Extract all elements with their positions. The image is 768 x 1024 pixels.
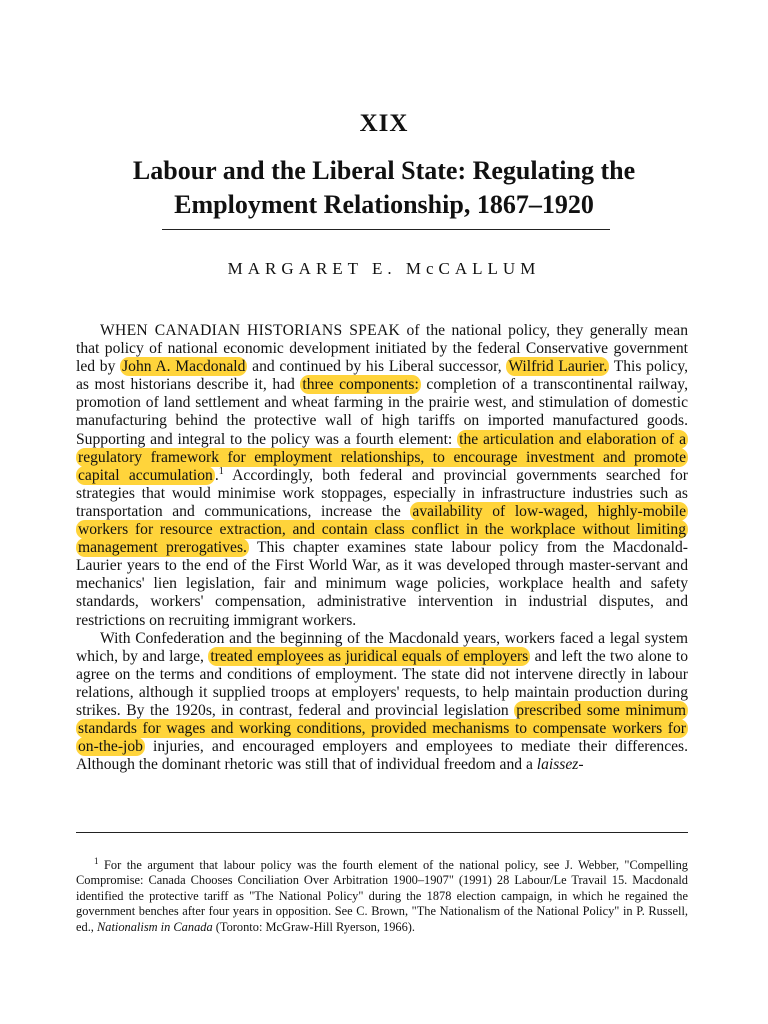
author-name: MARGARET E. McCALLUM <box>227 259 541 278</box>
footnote-reference[interactable]: 1 <box>218 465 224 477</box>
chapter-title: Labour and the Liberal State: Regulating the Employment Relationship, 1867–1920 <box>132 156 636 219</box>
text-run: and continued by his Liberal successor, <box>247 358 507 376</box>
text-run: This policy, as most historians describe it, had <box>76 358 689 394</box>
lead-in: WHEN CANADIAN HISTORIANS SPEAK <box>100 322 401 339</box>
text-run: and left the two alone to agree on the terms and conditions of employment. The state did not intervene directly in labour relations, although it supplied troops at employers' requests, to help maintain production during strikes. By the 1920s, in contrast, federal and provincial legislation <box>76 647 689 719</box>
text-run: completion of a transcontinental railway, promotion of land settlement and wheat farming in the prairie west, and stimulation of domestic manufacturing behind the protective wall of high tariffs on imported manufactured goods. Supporting and integral to the policy was a fourth element: <box>76 376 688 448</box>
text-run: . <box>214 466 219 484</box>
footnote <box>76 855 688 935</box>
highlight-regulatory-framework: the articulation and elaboration of a regulatory framework for employment relationships, to encourage investment and promote capital accumulation <box>78 430 686 484</box>
footnote-text: For the argument that labour policy was the fourth element of the national policy, see J. Webber, "Compelling Compromise: Canada Chooses Conciliation Over Arbitration 1900–1907" (1991) 28 Labour/Le Travail 15. Macdonald identified the protective tariff as "The National Policy" during the 1878 election campaign, in which he regained the government benches after four years in opposition. See C. Brown, "The Nationalism of the National Policy" in P. Russell, ed., <box>76 858 688 934</box>
footnote-number: 1 <box>94 855 99 866</box>
chapter-number: XIX <box>359 110 409 137</box>
text-run: Accordingly, both federal and provincial governments searched for strategies that would minimise work stoppages, especially in infrastructure industries such as transportation and communications, increase the <box>76 466 688 520</box>
text-run: With Confederation and the beginning of the Macdonald years, workers faced a legal system which, by and large, <box>76 629 688 665</box>
highlight-macdonald: John A. Macdonald <box>122 358 246 376</box>
italic-term: laissez- <box>536 756 584 774</box>
highlight-three-components: three components: <box>302 376 419 394</box>
highlight-laurier: Wilfrid Laurier. <box>508 358 608 376</box>
text-run: This chapter examines state labour policy from the Macdonald-Laurier years to the end of the First World War, as it was developed through master-servant and mechanics' lien legislation, fair and minimum wage policies, workplace health and safety standards, workers' compensation, administrative intervention in industrial disputes, and restrictions on recruiting immigrant workers. <box>76 539 688 629</box>
highlight-juridical-equals: treated employees as juridical equals of employers <box>210 647 529 665</box>
paragraph-2 <box>76 630 688 775</box>
text-run: of the national policy, they generally mean that policy of national economic development initiated by the federal Conservative government led by <box>76 322 688 376</box>
highlight-minimum-standards: prescribed some minimum standards for wages and working conditions, provided mechanisms to compensate workers for on-the-job <box>78 701 686 756</box>
footnote-1 <box>76 855 688 935</box>
highlight-low-waged-workers: availability of low-waged, highly-mobile workers for resource extraction, and contain class conflict in the workplace without limiting management prerogatives. <box>78 502 687 557</box>
paragraph-1 <box>76 322 688 630</box>
footnote-text: (Toronto: McGraw-Hill Ryerson, 1966). <box>212 919 416 934</box>
body-text <box>76 322 688 774</box>
footnote-divider <box>76 832 688 833</box>
footnote-book-title: Nationalism in Canada <box>97 919 213 934</box>
title-divider <box>162 229 610 230</box>
text-run: injuries, and encouraged employers and employees to mediate their differences. Although the dominant rhetoric was still that of individual freedom and a <box>76 738 688 774</box>
